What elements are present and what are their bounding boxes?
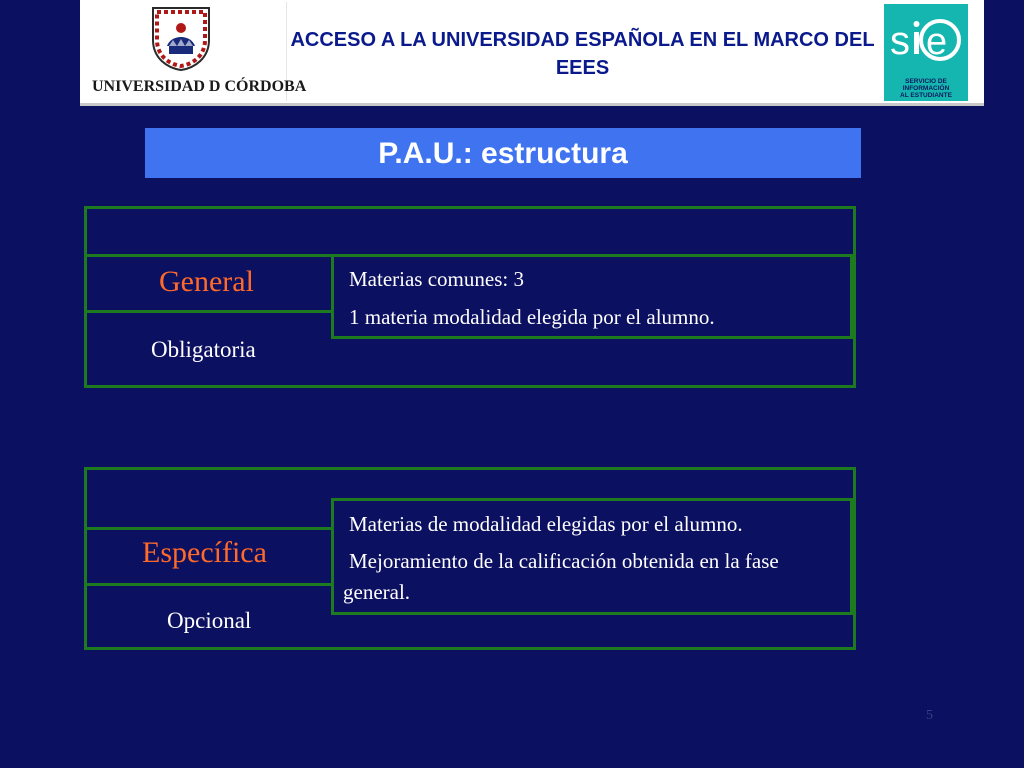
header-title: ACCESO A LA UNIVERSIDAD ESPAÑOLA EN EL MARCO DEL EEES — [290, 29, 875, 79]
especifica-title: Específica — [142, 536, 267, 569]
sie-logo — [884, 4, 968, 101]
general-title: General — [159, 265, 254, 298]
svg-text:e: e — [926, 21, 948, 63]
sie-icon — [888, 10, 964, 70]
header-divider — [80, 103, 984, 106]
especifica-item: Mejoramiento de la calificación obtenida en la fase general. — [343, 549, 779, 604]
especifica-mode-label: Opcional — [167, 608, 252, 633]
general-item: Materias comunes: 3 — [349, 267, 524, 291]
university-shield-icon — [149, 6, 213, 72]
university-wordmark: UNIVERSIDAD D CÓRDOBA — [92, 78, 307, 95]
especifica-item: Materias de modalidad elegidas por el alumno. — [349, 512, 743, 536]
sie-caption-line: AL ESTUDIANTE — [900, 92, 952, 99]
sie-caption-line: INFORMACIÓN — [902, 85, 950, 92]
general-item: 1 materia modalidad elegida por el alumno. — [349, 305, 715, 329]
sie-caption — [884, 78, 968, 99]
university-logo — [86, 2, 307, 101]
sie-caption-line: SERVICIO DE — [905, 78, 947, 85]
general-mode-label: Obligatoria — [151, 337, 256, 362]
page-number: 5 — [926, 708, 933, 723]
slide-title: P.A.U.: estructura — [145, 128, 861, 178]
svg-text:s: s — [890, 19, 910, 63]
